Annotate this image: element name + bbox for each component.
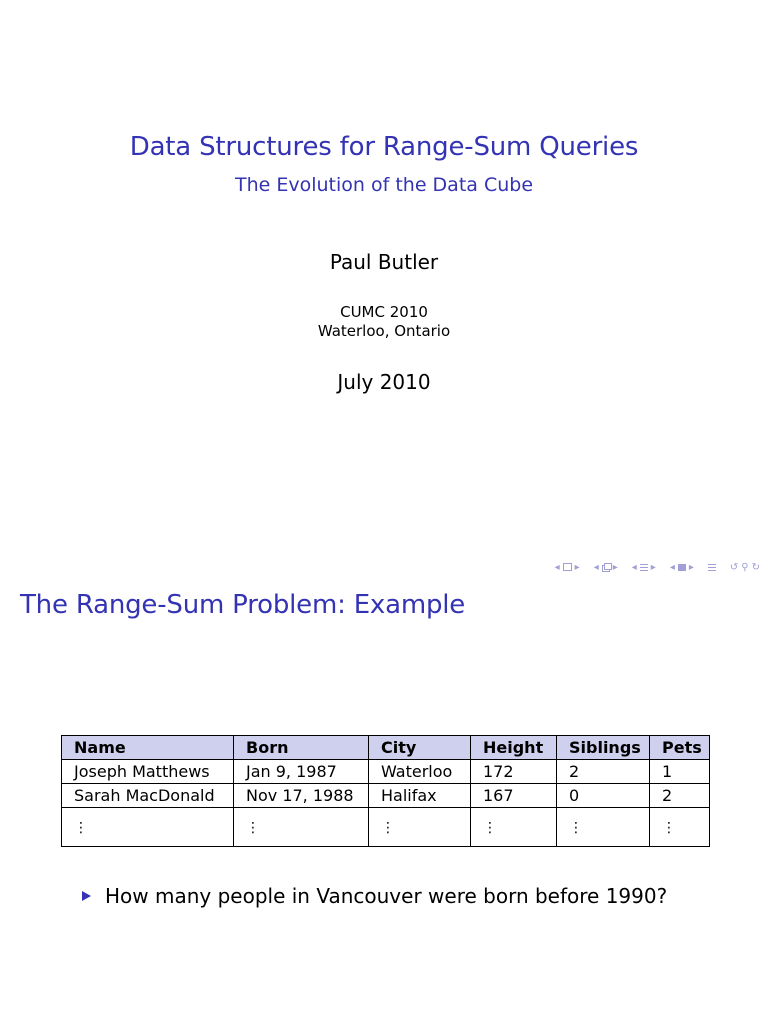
subsection-nav-icon[interactable]: ◂ ▸ <box>631 561 656 573</box>
bullet-item <box>82 884 667 908</box>
cell-siblings: 2 <box>557 760 650 784</box>
table-row <box>62 760 710 784</box>
cell-pets: 2 <box>650 784 710 808</box>
cell-city: Waterloo <box>369 760 471 784</box>
presentation-date: July 2010 <box>337 370 431 394</box>
author-name: Paul Butler <box>329 250 439 274</box>
vdots-cell: ⋮ <box>471 808 557 847</box>
institute-line-2: Waterloo, Ontario <box>317 322 451 340</box>
cell-born: Nov 17, 1988 <box>234 784 369 808</box>
header-name: Name <box>62 736 234 760</box>
vdots-cell: ⋮ <box>557 808 650 847</box>
header-height: Height <box>471 736 557 760</box>
vdots-cell: ⋮ <box>62 808 234 847</box>
section-nav-icon[interactable]: ◂ ▸ <box>669 561 694 573</box>
vdots-cell: ⋮ <box>234 808 369 847</box>
institute <box>0 303 768 341</box>
presentation-title: Data Structures for Range-Sum Queries <box>129 132 639 162</box>
table-row <box>62 784 710 808</box>
table-header-row <box>62 736 710 760</box>
header-city: City <box>369 736 471 760</box>
presentation-subtitle: The Evolution of the Data Cube <box>234 174 534 196</box>
cell-pets: 1 <box>650 760 710 784</box>
cell-height: 167 <box>471 784 557 808</box>
frame-title: The Range-Sum Problem: Example <box>20 590 466 620</box>
bullet-triangle-icon <box>82 891 91 901</box>
table-row-continuation <box>62 808 710 847</box>
data-table <box>61 735 710 847</box>
frame-nav-icon[interactable]: ◂ ▸ <box>593 561 618 573</box>
slide-nav-icon[interactable]: ◂ ▸ <box>554 561 580 573</box>
search-zoom-icon[interactable]: ↺ ⚲ ↻ <box>729 561 760 573</box>
header-pets: Pets <box>650 736 710 760</box>
cell-born: Jan 9, 1987 <box>234 760 369 784</box>
institute-line-1: CUMC 2010 <box>340 303 428 321</box>
cell-name: Sarah MacDonald <box>62 784 234 808</box>
cell-name: Joseph Matthews <box>62 760 234 784</box>
cell-city: Halifax <box>369 784 471 808</box>
header-born: Born <box>234 736 369 760</box>
bullet-text: How many people in Vancouver were born before 1990? <box>105 884 668 908</box>
cell-siblings: 0 <box>557 784 650 808</box>
vdots-cell: ⋮ <box>650 808 710 847</box>
vdots-cell: ⋮ <box>369 808 471 847</box>
header-siblings: Siblings <box>557 736 650 760</box>
cell-height: 172 <box>471 760 557 784</box>
